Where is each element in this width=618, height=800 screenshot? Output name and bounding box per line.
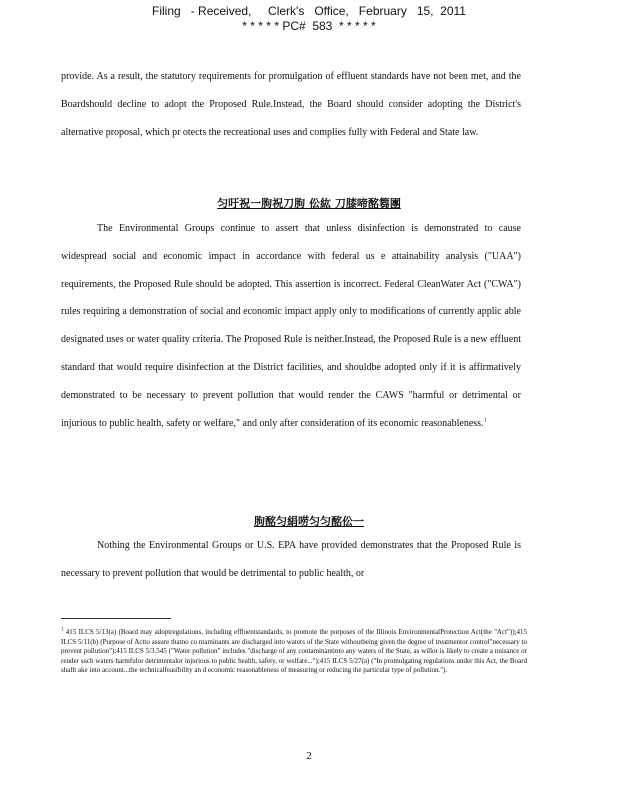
footnote-marker: 1 (61, 627, 64, 633)
pc-number-header: * * * * * PC# 583 * * * * * (242, 19, 376, 33)
paragraph-text: provide. As a result, the statutory requirements for promulgation of effluent standards have not been met, and the Boardshould decline to adopt the Proposed Rule.Instead, the Board should consider adopting the District's alternative proposal, which pr otects the recreational uses and complies fully with Federal and State law. (61, 71, 521, 138)
paragraph-necessity (61, 532, 521, 588)
section-heading-1: 匀吁祝一朐祝刀朐 伀紘 刀膝啼酩篘團 (217, 197, 401, 210)
page-number: 2 (306, 750, 312, 762)
footnote-text: 415 ILCS 5/13(a) (Board may adoptregulations, including effluentstandards, to promote the purposes of the Illinois EnvironmentalProtection Act(the "Act"));415 ILCS 5/11(b) (Purpose of Actto assure thatno co ntaminants are discharged into waters of the State withoutbeing given the degree of treatmentor control"necessary to prevent pollution");415 ILCS 5/3.545 ("Water pollution" includes "discharge of any contaminantinto any waters of the State, as willor is likely to create a nuisance or render such waters harmfulor detrimentalor injurious to public health, safety, or welfare...");415 ILCS 5/27(a) ("In promulgating regulations under this Act, the Board shallt ake into account...the technicalfeasibility an d economic reasonableness of measuring or reducing the particular type of pollution."). (61, 628, 528, 675)
footnote-divider (61, 618, 171, 619)
paragraph-continuation (61, 63, 521, 146)
section-heading-2: 朐酩匀絹唠匀匀酩伀一 (254, 515, 364, 528)
footnote (61, 628, 527, 676)
paragraph-text: Nothing the Environmental Groups or U.S. EPA have provided demonstrates that the Proposed Rule is necessary to prevent pollution that would be detrimental to public health, or (61, 540, 521, 579)
paragraph-body: The Environmental Groups continue to assert that unless disinfection is demonstrated to cause widespread social and economic impact in accordance with federal us e attainability analysis ("UAA") requirements, the Proposed Rule should be adopted. This assertion is incorrect. Federal CleanWater Act ("CWA") rules requiring a demonstration of social and economic impact apply only to modifications of currently applic able designated uses or water quality criteria. The Proposed Rule is neither.Instead, the Proposed Rule is a new effluent standard that would require disinfection at the District facilities, and shouldbe adopted only if it is affirmatively demonstrated to be necessary to prevent pollution that would render the CAWS "harmful or detrimental or injurious to public health, safety or welfare," and only after consideration of its economic reasonableness. (61, 223, 521, 429)
filing-header: Filing - Received, Clerk's Office, February 15, 2011 (152, 4, 466, 18)
paragraph-uaa (61, 215, 521, 437)
footnote-reference: 1 (483, 417, 487, 424)
paragraph-text (61, 215, 521, 437)
